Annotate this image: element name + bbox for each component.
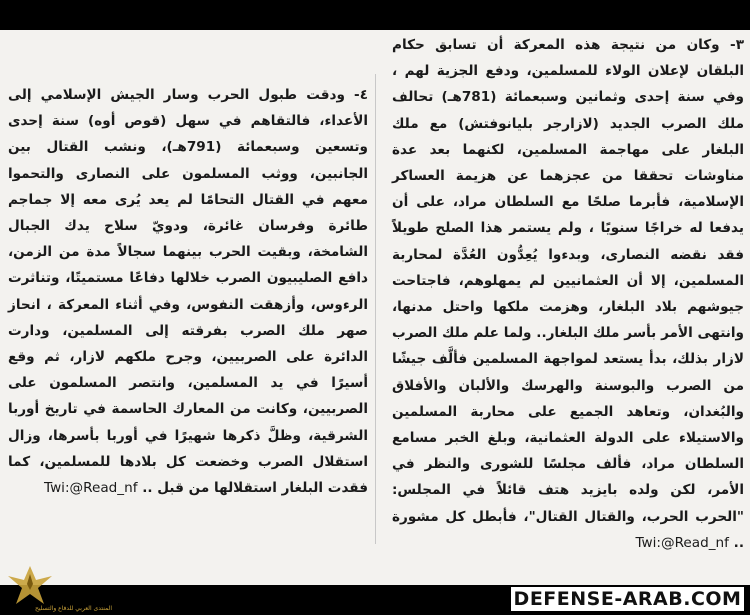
document-page [0, 30, 750, 585]
article-column-left [8, 82, 368, 501]
twitter-signature-left: Twi:@Read_nf [44, 480, 138, 497]
watermark-brand: DEFENSE-ARAB.COM [511, 587, 744, 611]
watermark-caption: المنتدى العربي للدفاع والتسليح [35, 605, 112, 612]
point-4-paragraph [8, 82, 368, 501]
point-3-text: ٣- وكان من نتيجة هذه المعركة أن تسابق حكام البلقان لإعلان الولاء للمسلمين، ودفع الجزية لهم ، وفي سنة إحدى وثمانين وسبعمائة (781هـ) تحالف ملك الصرب الجديد (لازارجر بليانوفتش) مع ملك البلغار على مهاجمة المسلمين، لكنهما بعد عدة مناوشات تحققا من عجزهما عن هزيمة العساكر الإسلامية، فأبرما صلحًا مع السلطان مراد، على أن يدفعا له خراجًا سنويًا ، ولم يستمر هذا الصلح طويلاً فقد نقضه النصارى، وبدءوا يُعِدُّون العُدَّة لمحاربة المسلمين، إلا أن العثمانيين لم يمهلوهم، فاجتاحت جيوشهم بلاد البلغار، وهزمت ملكها واحتل مدنها، وانتهى الأمر بأسر ملك البلغار.. ولما علم ملك الصرب لازار بذلك، بدأ يستعد لمواجهة المسلمين فألَّف جيشًا من الصرب والبوسنة والهرسك والألبان والأفلاق والبُغدان، وتعاهد الجميع على محاربة المسلمين والاستيلاء على الدولة العثمانية، وبلغ الخبر مسامع السلطان مراد، فألف مجلسًا للشورى والنظر في الأمر، لكن ولده بايزيد هتف قائلاً في المجلس: "الحرب الحرب، والقتال القتال"، فأبطل كل مشورة .. [392, 37, 744, 551]
column-divider [375, 74, 376, 544]
article-column-right [392, 32, 744, 556]
twitter-signature-right: Twi:@Read_nf [635, 534, 729, 551]
point-3-paragraph [392, 32, 744, 556]
point-4-text: ٤- ودقت طبول الحرب وسار الجيش الإسلامي إلى الأعداء، فالتقاهم في سهل (قوص أوه) سنة إحدى وتسعين وسبعمائة (791هـ)، ونشب القتال بين الجانبين، ووثب المسلمون على النصارى والتحموا معهم في القتال التحامًا لم يعد يُرى معه إلا جماجم طائرة وفرسان غائرة، ودويّ سلاح يدك الجبال الشامخة، وبقيت الحرب بينهما سجالاً مدة من الزمن، دافع الصليبيون الصرب خلالها دفاعًا مستميتًا، وتناثرت الرءوس، وأزهقت النفوس، وفي أثناء المعركة ، انحاز صهر ملك الصرب بفرقته إلى المسلمين، ودارت الدائرة على الصربيين، وجرح ملكهم لازار، ثم وقع أسيرًا في يد المسلمين، وانتصر المسلمون على الصربيين، وكانت من المعارك الحاسمة في تاريخ أوربا الشرقية، وظلَّ ذكرها شهيرًا في أوربا بأسرها، وزال استقلال الصرب وخضعت كل بلادها للمسلمين، كما فقدت البلغار استقلالها من قبل .. [8, 87, 368, 497]
